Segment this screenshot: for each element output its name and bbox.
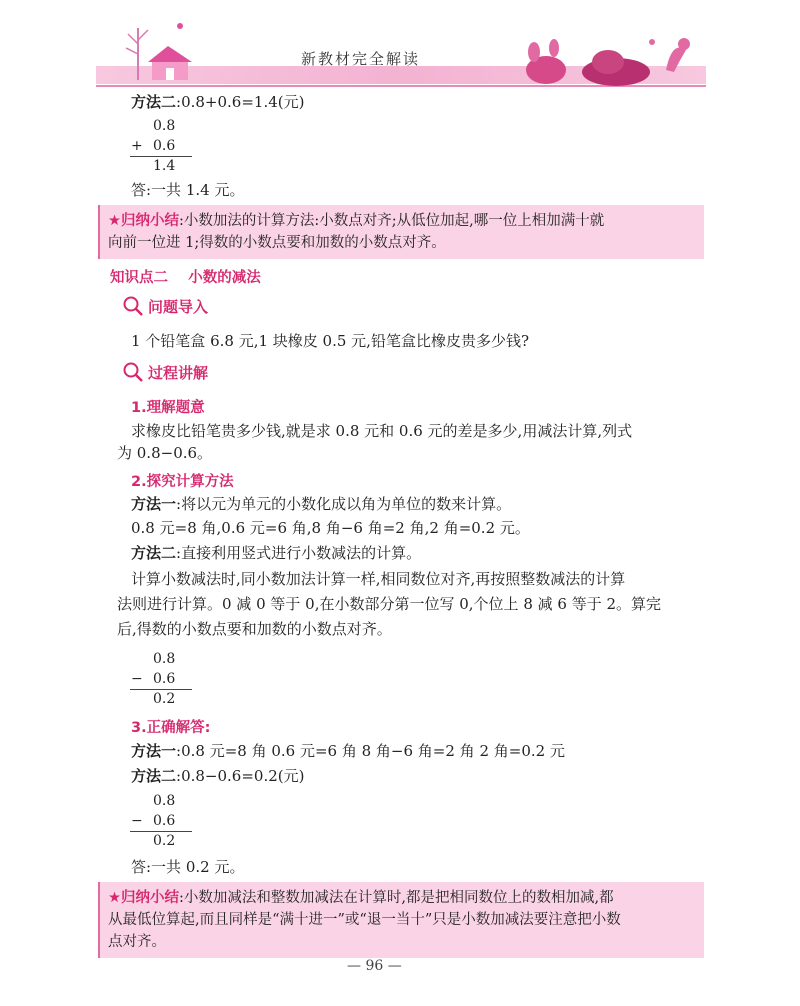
calc-top-number: 0.8 (153, 793, 176, 809)
calc-result: 1.4 (153, 158, 176, 174)
summary-box-subtraction (98, 882, 704, 958)
summary-line: 从最低位算起,而且同样是“满十进一”或“退一当十”只是小数加减法要注意把小数 (108, 912, 621, 928)
method1-text: :0.8 元=8 角 0.6 元=6 角 8 角−6 角=2 角 2 角=0.2 元 (176, 742, 565, 760)
subtraction-answer: 答:一共 0.2 元。 (131, 858, 245, 876)
summary-label: ★归纳小结 (108, 213, 179, 229)
step2-paragraph-line: 计算小数减法时,同小数加法计算一样,相同数位对齐,再按照整数减法的计算 (131, 570, 626, 588)
step1-title: 1.理解题意 (131, 400, 205, 416)
method2-text: :直接利用竖式进行小数减法的计算。 (176, 544, 422, 562)
step3-method1 (131, 741, 565, 761)
addition-method2-line (131, 92, 304, 112)
step2-method2 (131, 543, 421, 563)
step1-line: 为 0.8−0.6。 (117, 444, 213, 462)
section-title: 知识点二 小数的减法 (110, 270, 261, 286)
step2-paragraph-line: 法则进行计算。0 减 0 等于 0,在小数部分第一位写 0,个位上 8 减 6 等于 2。算完 (117, 595, 662, 613)
process-heading (122, 361, 208, 383)
step3-title: 3.正确解答: (131, 720, 211, 736)
method2-label: 方法二 (131, 767, 177, 785)
method2-label: 方法二 (131, 544, 177, 562)
method1-label: 方法一 (131, 742, 177, 760)
calc-top-number: 0.8 (153, 118, 176, 134)
summary-box-addition (98, 205, 704, 259)
calc-operator: + (131, 138, 143, 154)
addition-answer: 答:一共 1.4 元。 (131, 181, 245, 199)
calc-second-number: 0.6 (153, 138, 176, 154)
calc-operator: − (131, 813, 143, 829)
magnifier-icon (122, 361, 144, 383)
calc-second-number: 0.6 (153, 671, 176, 687)
step1-line: 求橡皮比铅笔贵多少钱,就是求 0.8 元和 0.6 元的差是多少,用减法计算,列式 (131, 422, 633, 440)
method1-label: 方法一 (131, 495, 177, 513)
summary-label: ★归纳小结 (108, 890, 179, 906)
step3-method2 (131, 766, 304, 786)
calc-top-number: 0.8 (153, 651, 176, 667)
calc-result: 0.2 (153, 833, 176, 849)
method1-text: :将以元为单元的小数化成以角为单位的数来计算。 (176, 495, 512, 513)
intro-heading-text: 问题导入 (148, 297, 209, 316)
summary-line: :小数加法的计算方法:小数点对齐;从低位加起,哪一位上相加满十就 (179, 213, 605, 229)
step2-paragraph-line: 后,得数的小数点要和加数的小数点对齐。 (117, 620, 392, 638)
process-heading-text: 过程讲解 (148, 363, 209, 382)
summary-line: 点对齐。 (108, 934, 166, 950)
header-title: 新教材完全解读 (301, 50, 421, 68)
method2-text: :0.8−0.6=0.2(元) (176, 767, 305, 785)
method2-formula: :0.8+0.6=1.4(元) (176, 93, 305, 111)
summary-line: 向前一位进 1;得数的小数点要和加数的小数点对齐。 (108, 235, 446, 251)
step2-title: 2.探究计算方法 (131, 474, 234, 490)
intro-question: 1 个铅笔盒 6.8 元,1 块橡皮 0.5 元,铅笔盒比橡皮贵多少钱? (131, 332, 529, 350)
intro-heading (122, 295, 208, 317)
step2-method1 (131, 494, 511, 514)
method2-label: 方法二 (131, 93, 177, 111)
calc-second-number: 0.6 (153, 813, 176, 829)
step2-method1-calc: 0.8 元=8 角,0.6 元=6 角,8 角−6 角=2 角,2 角=0.2 元。 (131, 519, 530, 537)
tree-house-illustration (100, 14, 210, 86)
page-number: — 96 — (347, 958, 402, 974)
flower-plant-illustration (516, 30, 706, 86)
summary-line: :小数加减法和整数加减法在计算时,都是把相同数位上的数相加减,都 (179, 890, 614, 906)
calc-result: 0.2 (153, 691, 176, 707)
calc-operator: − (131, 671, 143, 687)
magnifier-icon (122, 295, 144, 317)
